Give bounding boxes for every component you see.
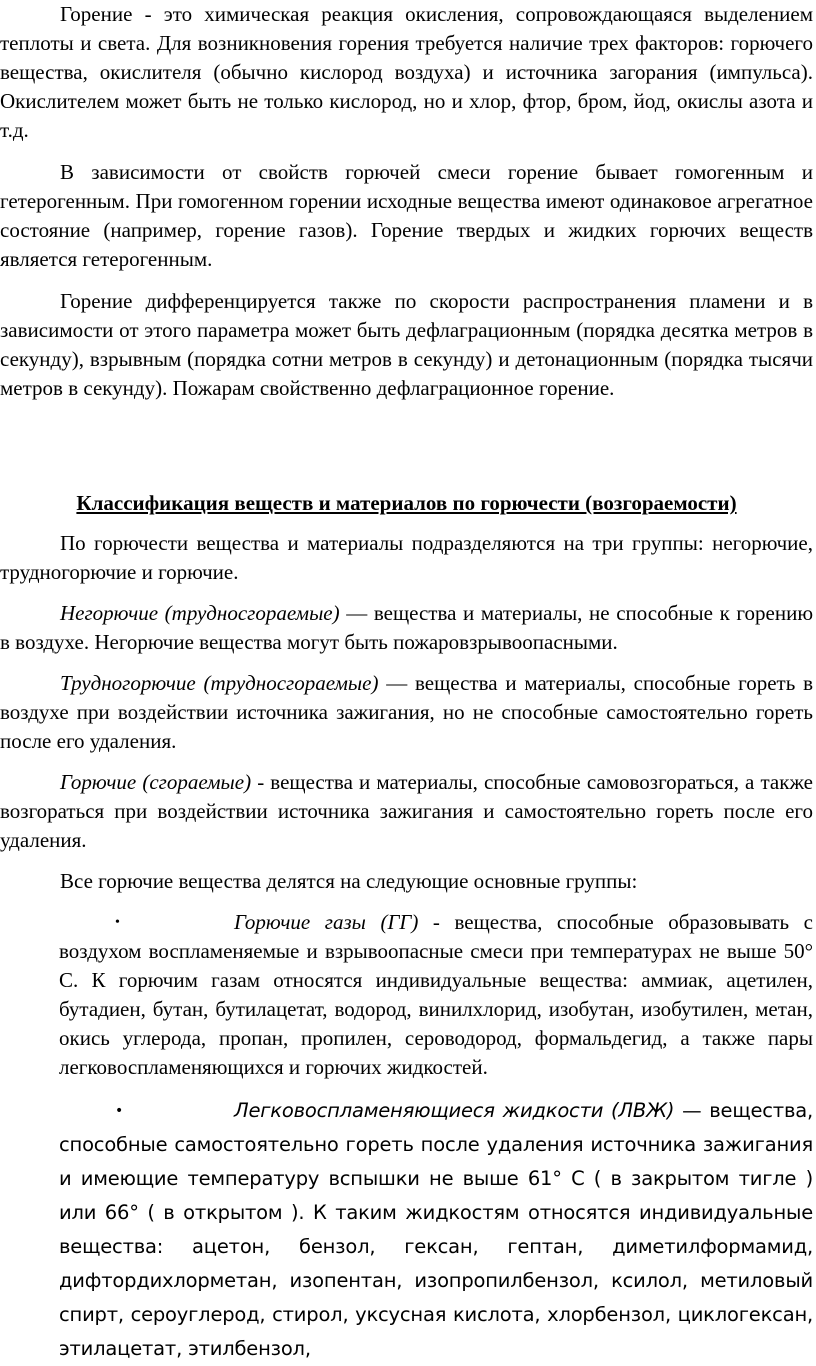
term-combustible: Горючие (сгораемые) xyxy=(60,770,252,794)
combustible-groups-list xyxy=(0,908,813,1366)
section-heading: Классификация веществ и материалов по горючести (возгораемости) xyxy=(76,491,737,515)
bullet-icon: • xyxy=(115,1103,124,1119)
term-noncombustible: Негорючие (трудносгораемые) xyxy=(60,601,340,625)
definition-flammable-gases: - вещества, способные образовывать с воздухом воспламеняемые и взрывоопасные смеси при температурах не выше 50° С. К горючим газам относятся индивидуальные вещества: аммиак, ацетилен, бутадиен, бутан, бутилацетат, водород, винилхлорид, изобутан, изобутилен, метан, окись углерода, пропан, пропилен, сероводород, формальдегид, а также пары легковоспламеняющихся и горючих жидкостей. xyxy=(59,910,813,1079)
definition-combustible: - вещества и материалы, способные самовозгораться, а также возгораться при воздействии источника зажигания и самостоятельно гореть после его удаления. xyxy=(0,770,813,852)
definition-flammable-liquids: — вещества, способные самостоятельно гореть после удаления источника зажигания и имеющие температуру вспышки не выше 61° С ( в закрытом тигле ) или 66° ( в открытом ). К таким жидкостям относятся индивидуальные вещества: ацетон, бензол, гексан, гептан, диметилформамид, дифтордихлорметан, изопентан, изопропилбензол, ксилол, метиловый спирт, сероуглерод, стирол, уксусная кислота, хлорбензол, циклогексан, этилацетат, этилбензол, xyxy=(59,1099,814,1360)
paragraph-combustion-definition: Горение - это химическая реакция окисления, сопровождающаяся выделением теплоты и света. Для возникновения горения требуется наличие трех факторов: горючего вещества, окислителя (обычно кислород воздуха) и источника загорания (импульса). Окислителем может быть не только кислород, но и хлор, фтор, бром, йод, окислы азота и т.д. xyxy=(0,2,813,142)
bullet-icon: • xyxy=(115,915,120,930)
paragraph-homogeneous-heterogeneous: В зависимости от свойств горючей смеси горение бывает гомогенным и гетерогенным. При гомогенном горении исходные вещества имеют одинаковое агрегатное состояние (например, горение газов). Горение твердых и жидких горючих веществ является гетерогенным. xyxy=(0,160,813,271)
definition-noncombustible: — вещества и материалы, не способные к горению в воздухе. Негорючие вещества могут быть пожаровзрывоопасными. xyxy=(0,601,814,654)
paragraph-classification-intro: По горючести вещества и материалы подразделяются на три группы: негорючие, трудногорючие и горючие. xyxy=(0,531,813,584)
paragraph-flame-speed: Горение дифференцируется также по скорости распространения пламени и в зависимости от этого параметра может быть дефлаграционным (порядка десятка метров в секунду), взрывным (порядка сотни метров в секунду) и детонационным (порядка тысячи метров в секунду). Пожарам свойственно дефлаграционное горение. xyxy=(0,289,813,400)
paragraph-combustible xyxy=(0,768,813,855)
definition-low-combustible: — вещества и материалы, способные гореть в воздухе при воздействии источника зажигания, но не способные самостоятельно гореть после его удаления. xyxy=(0,671,813,753)
term-flammable-gases: Горючие газы (ГГ) xyxy=(234,910,419,934)
term-low-combustible: Трудногорючие (трудносгораемые) xyxy=(60,671,379,695)
list-item-flammable-gases xyxy=(59,908,813,1082)
paragraph-low-combustible xyxy=(0,669,813,756)
paragraph-groups-intro: Все горючие вещества делятся на следующие основные группы: xyxy=(60,869,638,893)
term-flammable-liquids: Легковоспламеняющиеся жидкости (ЛВЖ) xyxy=(234,1099,675,1122)
paragraph-noncombustible xyxy=(0,599,813,657)
list-item-flammable-liquids xyxy=(59,1094,813,1366)
